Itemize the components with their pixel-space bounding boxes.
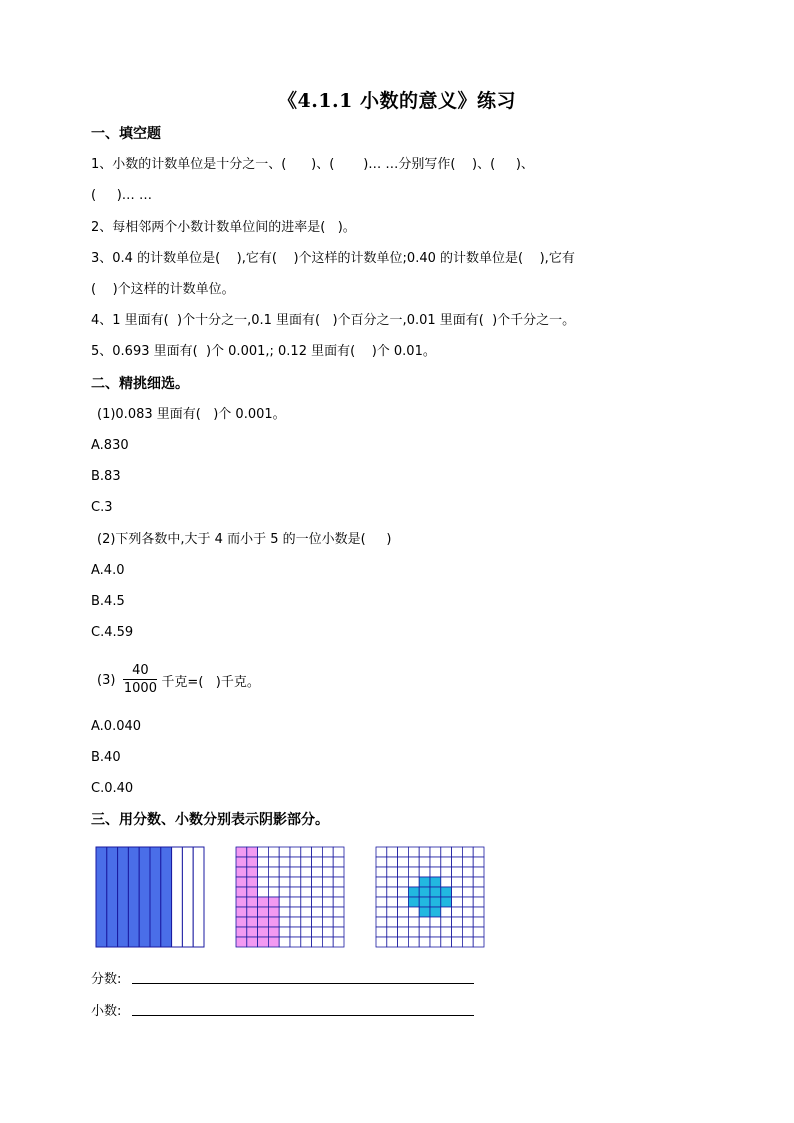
shaded-cell bbox=[247, 847, 258, 857]
grid-cell bbox=[387, 877, 398, 887]
decimal-answer-blank[interactable] bbox=[132, 1015, 474, 1016]
shaded-cell bbox=[236, 857, 247, 867]
grid-cell bbox=[473, 877, 484, 887]
question-text: 千克=( )千克。 bbox=[161, 674, 260, 690]
grid-cell bbox=[279, 847, 290, 857]
fraction-denominator: 1000 bbox=[123, 681, 157, 696]
grid-cell bbox=[290, 897, 301, 907]
grid-cell bbox=[279, 907, 290, 917]
grid-cell bbox=[301, 857, 312, 867]
shaded-cell bbox=[441, 887, 452, 897]
grid-cell bbox=[408, 877, 419, 887]
grid-cell bbox=[258, 867, 269, 877]
grid-cell bbox=[387, 867, 398, 877]
grid-cell bbox=[376, 927, 387, 937]
shaded-cell bbox=[419, 877, 430, 887]
grid-cell bbox=[452, 927, 463, 937]
decimal-answer-label: 小数: bbox=[91, 1004, 122, 1019]
grid-cell bbox=[398, 897, 409, 907]
section-heading-fill-blank: 一、填空题 bbox=[91, 126, 161, 142]
shaded-cell bbox=[268, 937, 279, 947]
grid-cell bbox=[301, 917, 312, 927]
grid-cell bbox=[408, 847, 419, 857]
grid-cell bbox=[473, 867, 484, 877]
grid-cell bbox=[441, 927, 452, 937]
shaded-strip bbox=[118, 847, 129, 947]
grid-cell bbox=[312, 877, 323, 887]
shaded-cell bbox=[258, 937, 269, 947]
fraction-answer-label: 分数: bbox=[91, 972, 122, 987]
grid-cell bbox=[419, 917, 430, 927]
grid-cell bbox=[312, 897, 323, 907]
grid-cell bbox=[398, 847, 409, 857]
choice-question-3 bbox=[97, 660, 260, 700]
shaded-cell bbox=[441, 897, 452, 907]
grid-cell bbox=[430, 847, 441, 857]
grid-cell bbox=[419, 847, 430, 857]
grid-cell bbox=[419, 867, 430, 877]
grid-cell bbox=[430, 937, 441, 947]
grid-cell bbox=[322, 877, 333, 887]
grid-cell bbox=[312, 857, 323, 867]
grid-cell bbox=[387, 897, 398, 907]
unshaded-strip bbox=[182, 847, 193, 947]
shaded-cell bbox=[247, 897, 258, 907]
grid-cell bbox=[322, 937, 333, 947]
grid-cell bbox=[408, 867, 419, 877]
grid-cell bbox=[452, 847, 463, 857]
grid-cell bbox=[387, 847, 398, 857]
grid-cell bbox=[301, 877, 312, 887]
grid-cell bbox=[376, 887, 387, 897]
grid-cell bbox=[268, 847, 279, 857]
grid-cell bbox=[452, 937, 463, 947]
grid-cell bbox=[322, 897, 333, 907]
shaded-cell bbox=[236, 877, 247, 887]
grid-cell bbox=[376, 917, 387, 927]
grid-cell bbox=[473, 857, 484, 867]
grid-cell bbox=[322, 907, 333, 917]
grid-cell bbox=[462, 877, 473, 887]
grid-cell bbox=[333, 877, 344, 887]
question-3-line-2: ( )个这样的计数单位。 bbox=[91, 282, 235, 297]
grid-cell bbox=[398, 877, 409, 887]
grid-cell bbox=[387, 927, 398, 937]
grid-cell bbox=[473, 897, 484, 907]
grid-cell bbox=[452, 907, 463, 917]
choice-option: A.830 bbox=[91, 438, 129, 453]
shaded-cell bbox=[236, 897, 247, 907]
grid-cell bbox=[387, 907, 398, 917]
shaded-cell bbox=[247, 867, 258, 877]
unshaded-strip bbox=[193, 847, 204, 947]
grid-cell bbox=[430, 927, 441, 937]
grid-cell bbox=[430, 917, 441, 927]
shaded-cell bbox=[268, 907, 279, 917]
grid-cell bbox=[312, 927, 323, 937]
grid-cell bbox=[398, 937, 409, 947]
grid-cell bbox=[419, 937, 430, 947]
grid-cell bbox=[398, 907, 409, 917]
grid-cell bbox=[301, 937, 312, 947]
shaded-cell bbox=[419, 887, 430, 897]
grid-cell bbox=[452, 917, 463, 927]
fraction-numerator: 40 bbox=[132, 663, 149, 678]
grid-cell bbox=[312, 867, 323, 877]
grid-cell bbox=[301, 907, 312, 917]
grid-cell bbox=[279, 887, 290, 897]
grid-cell bbox=[258, 857, 269, 867]
shaded-cell bbox=[419, 907, 430, 917]
hundred-grid-figure-cyan bbox=[375, 846, 485, 948]
unshaded-strip bbox=[172, 847, 183, 947]
grid-cell bbox=[473, 887, 484, 897]
shaded-cell bbox=[236, 907, 247, 917]
grid-cell bbox=[279, 857, 290, 867]
shaded-strip bbox=[161, 847, 172, 947]
shaded-strip bbox=[107, 847, 118, 947]
grid-cell bbox=[312, 847, 323, 857]
grid-cell bbox=[441, 867, 452, 877]
grid-cell bbox=[279, 917, 290, 927]
grid-cell bbox=[452, 867, 463, 877]
shaded-strip bbox=[139, 847, 150, 947]
choice-question-1: (1)0.083 里面有( )个 0.001。 bbox=[97, 407, 286, 422]
section-heading-shading: 三、用分数、小数分别表示阴影部分。 bbox=[91, 812, 329, 828]
shaded-cell bbox=[236, 887, 247, 897]
grid-cell bbox=[301, 887, 312, 897]
grid-cell bbox=[419, 927, 430, 937]
grid-cell bbox=[398, 887, 409, 897]
grid-cell bbox=[376, 897, 387, 907]
grid-cell bbox=[301, 847, 312, 857]
grid-cell bbox=[333, 937, 344, 947]
shaded-cell bbox=[268, 917, 279, 927]
grid-cell bbox=[473, 937, 484, 947]
question-3-line-1: 3、0.4 的计数单位是( ),它有( )个这样的计数单位;0.40 的计数单位是( ),它有 bbox=[91, 251, 575, 266]
grid-cell bbox=[279, 937, 290, 947]
shaded-cell bbox=[247, 857, 258, 867]
shaded-cell bbox=[247, 887, 258, 897]
grid-cell bbox=[408, 907, 419, 917]
grid-cell bbox=[290, 927, 301, 937]
grid-cell bbox=[441, 877, 452, 887]
shaded-cell bbox=[236, 847, 247, 857]
shaded-cell bbox=[258, 907, 269, 917]
grid-cell bbox=[376, 867, 387, 877]
grid-cell bbox=[376, 877, 387, 887]
grid-cell bbox=[333, 867, 344, 877]
choice-option: B.40 bbox=[91, 750, 121, 765]
grid-cell bbox=[462, 867, 473, 877]
shaded-cell bbox=[247, 927, 258, 937]
grid-cell bbox=[441, 857, 452, 867]
shaded-cell bbox=[247, 907, 258, 917]
shaded-cell bbox=[268, 927, 279, 937]
grid-cell bbox=[290, 857, 301, 867]
choice-option: A.4.0 bbox=[91, 563, 125, 578]
grid-cell bbox=[473, 927, 484, 937]
grid-cell bbox=[322, 847, 333, 857]
grid-cell bbox=[452, 897, 463, 907]
grid-cell bbox=[268, 867, 279, 877]
grid-cell bbox=[279, 927, 290, 937]
grid-cell bbox=[387, 887, 398, 897]
grid-cell bbox=[408, 857, 419, 867]
grid-cell bbox=[333, 897, 344, 907]
choice-option: B.4.5 bbox=[91, 594, 125, 609]
grid-cell bbox=[322, 927, 333, 937]
shaded-cell bbox=[430, 907, 441, 917]
shaded-cell bbox=[247, 877, 258, 887]
shaded-cell bbox=[236, 917, 247, 927]
grid-cell bbox=[462, 887, 473, 897]
grid-cell bbox=[462, 937, 473, 947]
grid-cell bbox=[462, 927, 473, 937]
grid-cell bbox=[301, 897, 312, 907]
grid-cell bbox=[290, 877, 301, 887]
grid-cell bbox=[376, 847, 387, 857]
grid-cell bbox=[430, 867, 441, 877]
grid-cell bbox=[408, 917, 419, 927]
shaded-cell bbox=[236, 867, 247, 877]
grid-cell bbox=[258, 877, 269, 887]
section-heading-multiple-choice: 二、精挑细选。 bbox=[91, 376, 189, 392]
grid-cell bbox=[398, 857, 409, 867]
grid-cell bbox=[290, 887, 301, 897]
question-2: 2、每相邻两个小数计数单位间的进率是( )。 bbox=[91, 220, 356, 235]
grid-cell bbox=[462, 907, 473, 917]
grid-cell bbox=[473, 847, 484, 857]
strip-figure bbox=[95, 846, 205, 948]
grid-cell bbox=[301, 867, 312, 877]
grid-cell bbox=[312, 917, 323, 927]
shaded-cell bbox=[258, 917, 269, 927]
grid-cell bbox=[441, 847, 452, 857]
fraction-answer-blank[interactable] bbox=[132, 983, 474, 984]
shaded-cell bbox=[268, 897, 279, 907]
grid-cell bbox=[462, 857, 473, 867]
shaded-cell bbox=[236, 937, 247, 947]
grid-cell bbox=[322, 917, 333, 927]
choice-option: C.4.59 bbox=[91, 625, 134, 640]
grid-cell bbox=[452, 887, 463, 897]
grid-cell bbox=[408, 927, 419, 937]
grid-cell bbox=[387, 857, 398, 867]
shaded-cell bbox=[408, 887, 419, 897]
grid-cell bbox=[322, 867, 333, 877]
grid-cell bbox=[473, 917, 484, 927]
grid-cell bbox=[322, 857, 333, 867]
choice-option: C.3 bbox=[91, 500, 113, 515]
grid-cell bbox=[312, 937, 323, 947]
question-5: 5、0.693 里面有( )个 0.001,; 0.12 里面有( )个 0.01。 bbox=[91, 344, 436, 359]
grid-cell bbox=[312, 907, 323, 917]
grid-cell bbox=[322, 887, 333, 897]
shaded-cell bbox=[258, 927, 269, 937]
grid-cell bbox=[462, 897, 473, 907]
question-4: 4、1 里面有( )个十分之一,0.1 里面有( )个百分之一,0.01 里面有( )个千分之一。 bbox=[91, 313, 576, 328]
question-1-line-1: 1、小数的计数单位是十分之一、( )、( )… …分别写作( )、( )、 bbox=[91, 157, 534, 172]
grid-cell bbox=[387, 917, 398, 927]
shaded-cell bbox=[247, 937, 258, 947]
grid-cell bbox=[312, 887, 323, 897]
grid-cell bbox=[473, 907, 484, 917]
grid-cell bbox=[398, 917, 409, 927]
fraction bbox=[123, 663, 157, 697]
page-title: 《4.1.1 小数的意义》练习 bbox=[277, 90, 516, 112]
question-1-line-2: ( )… … bbox=[91, 188, 152, 203]
shaded-cell bbox=[430, 887, 441, 897]
grid-cell bbox=[376, 857, 387, 867]
shaded-cell bbox=[247, 917, 258, 927]
grid-cell bbox=[258, 887, 269, 897]
grid-cell bbox=[398, 927, 409, 937]
grid-cell bbox=[279, 877, 290, 887]
hundred-grid-figure-pink bbox=[235, 846, 345, 948]
grid-cell bbox=[398, 867, 409, 877]
grid-cell bbox=[441, 937, 452, 947]
grid-cell bbox=[290, 937, 301, 947]
grid-cell bbox=[290, 917, 301, 927]
grid-cell bbox=[462, 847, 473, 857]
shaded-cell bbox=[419, 897, 430, 907]
grid-cell bbox=[279, 867, 290, 877]
grid-cell bbox=[268, 857, 279, 867]
shaded-strip bbox=[128, 847, 139, 947]
grid-cell bbox=[387, 937, 398, 947]
grid-cell bbox=[301, 927, 312, 937]
shaded-cell bbox=[430, 877, 441, 887]
grid-cell bbox=[430, 857, 441, 867]
grid-cell bbox=[419, 857, 430, 867]
grid-cell bbox=[290, 907, 301, 917]
grid-cell bbox=[452, 877, 463, 887]
choice-option: C.0.40 bbox=[91, 781, 134, 796]
grid-cell bbox=[333, 887, 344, 897]
grid-cell bbox=[268, 887, 279, 897]
grid-cell bbox=[408, 937, 419, 947]
grid-cell bbox=[333, 907, 344, 917]
grid-cell bbox=[258, 847, 269, 857]
grid-cell bbox=[268, 877, 279, 887]
grid-cell bbox=[333, 917, 344, 927]
grid-cell bbox=[376, 907, 387, 917]
grid-cell bbox=[452, 857, 463, 867]
grid-cell bbox=[333, 927, 344, 937]
grid-cell bbox=[441, 907, 452, 917]
grid-cell bbox=[441, 917, 452, 927]
shaded-cell bbox=[430, 897, 441, 907]
grid-cell bbox=[462, 917, 473, 927]
choice-question-2: (2)下列各数中,大于 4 而小于 5 的一位小数是( ) bbox=[97, 532, 392, 547]
choice-option: B.83 bbox=[91, 469, 121, 484]
grid-cell bbox=[333, 847, 344, 857]
shaded-strip bbox=[150, 847, 161, 947]
grid-cell bbox=[333, 857, 344, 867]
shaded-cell bbox=[236, 927, 247, 937]
grid-cell bbox=[290, 867, 301, 877]
grid-cell bbox=[376, 937, 387, 947]
shaded-strip bbox=[96, 847, 107, 947]
grid-cell bbox=[290, 847, 301, 857]
grid-cell bbox=[279, 897, 290, 907]
shaded-cell bbox=[408, 897, 419, 907]
choice-option: A.0.040 bbox=[91, 719, 142, 734]
shaded-cell bbox=[258, 897, 269, 907]
question-number: (3) bbox=[97, 672, 116, 688]
